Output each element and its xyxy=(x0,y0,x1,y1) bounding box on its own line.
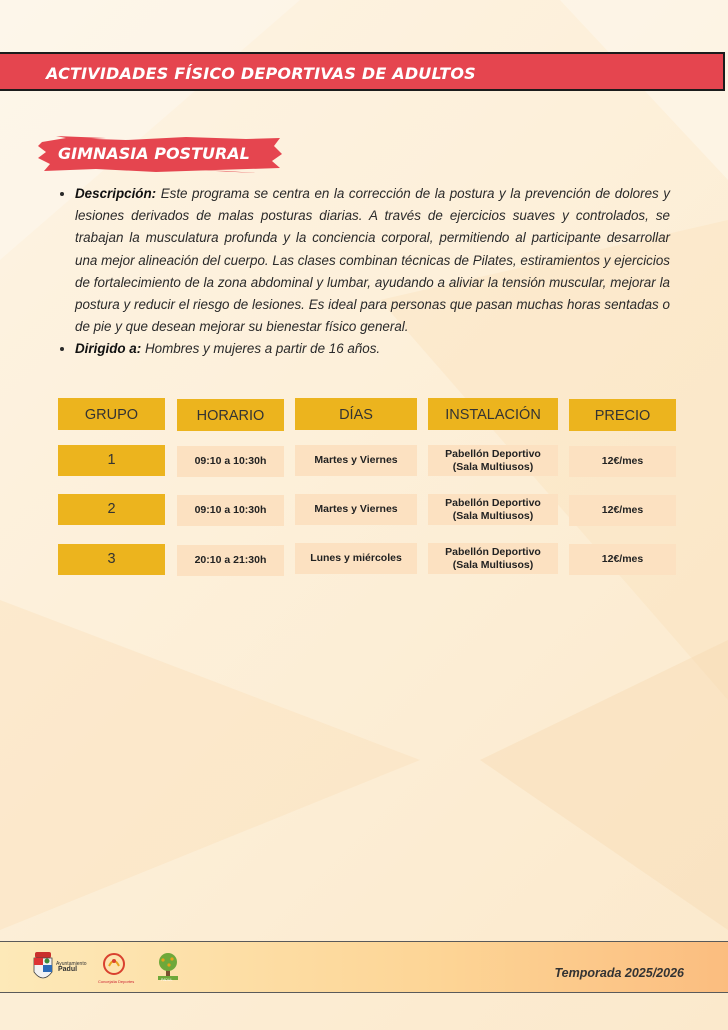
row2-instalacion-line2: (Sala Multiusos) xyxy=(452,509,534,522)
header-instalacion: INSTALACIÓN xyxy=(428,398,558,430)
logo1-line1: Ayuntamiento xyxy=(56,961,87,967)
row1-instalacion-line1: Pabellón Deportivo xyxy=(445,447,541,460)
header-precio: PRECIO xyxy=(569,399,676,431)
row2-instalacion-line1: Pabellón Deportivo xyxy=(445,496,541,509)
target-item xyxy=(75,338,670,360)
row3-horario: 20:10 a 21:30h xyxy=(177,545,284,576)
header-grupo: GRUPO xyxy=(58,398,165,430)
row3-instalacion-line2: (Sala Multiusos) xyxy=(452,558,534,571)
target-label: Dirigido a: xyxy=(75,341,142,357)
row3-instalacion-line1: Pabellón Deportivo xyxy=(445,545,541,558)
row2-dias: Martes y Viernes xyxy=(295,494,417,525)
section-title: GIMNASIA POSTURAL xyxy=(58,144,250,163)
row1-horario: 09:10 a 10:30h xyxy=(177,446,284,477)
row3-grupo: 3 xyxy=(58,544,165,575)
section-title-banner xyxy=(36,134,284,174)
row3-dias: Lunes y miércoles xyxy=(295,543,417,574)
target-text: Hombres y mujeres a partir de 16 años. xyxy=(144,341,381,357)
row1-precio: 12€/mes xyxy=(569,446,676,477)
row1-instalacion xyxy=(428,445,558,476)
header-bar xyxy=(0,52,725,91)
sports-council-logo xyxy=(101,952,127,980)
row1-grupo: 1 xyxy=(58,445,165,476)
description-label: Descripción: xyxy=(75,186,157,201)
row2-instalacion xyxy=(428,494,558,525)
footer-bar xyxy=(0,941,728,993)
row2-grupo: 2 xyxy=(58,494,165,525)
row3-instalacion xyxy=(428,543,558,574)
row1-dias: Martes y Viernes xyxy=(295,445,417,476)
row2-precio: 12€/mes xyxy=(569,495,676,526)
town-crest-logo xyxy=(32,952,54,984)
description-text: Este programa se centra en la corrección de la postura y la prevención de dolores y lesiones derivados de malas posturas diarias. A través de ejercicios suaves y controlados, se trabajan la musculatura profunda y la conciencia corporal, permitiendo al participante desarrollar una mejor alineación del cuerpo. Las clases combinan técnicas de Pilates, estiramientos y ejercicios de fortalecimiento de la zona abdominal y lumbar, ayudando a aliviar la tensión muscular, mejorar la postura y reducir el riesgo de lesiones. Es ideal para personas que pasan muchas horas sentadas o de pie y que desean mejorar su bienestar físico general. xyxy=(75,186,670,335)
row2-horario: 09:10 a 10:30h xyxy=(177,495,284,526)
header-dias: DÍAS xyxy=(295,398,417,430)
header-horario: HORARIO xyxy=(177,399,284,431)
description-item xyxy=(75,183,670,338)
logo2-text: Concejalía Deportes xyxy=(98,979,135,984)
row3-precio: 12€/mes xyxy=(569,544,676,575)
description-section xyxy=(60,183,670,361)
season-label: Temporada 2025/2026 xyxy=(554,966,684,980)
logo3-text: PADUL xyxy=(161,978,173,982)
logo1-line2: Padul xyxy=(58,966,78,973)
page-title: ACTIVIDADES FÍSICO DEPORTIVAS DE ADULTOS xyxy=(46,64,476,83)
row1-instalacion-line2: (Sala Multiusos) xyxy=(452,460,534,473)
